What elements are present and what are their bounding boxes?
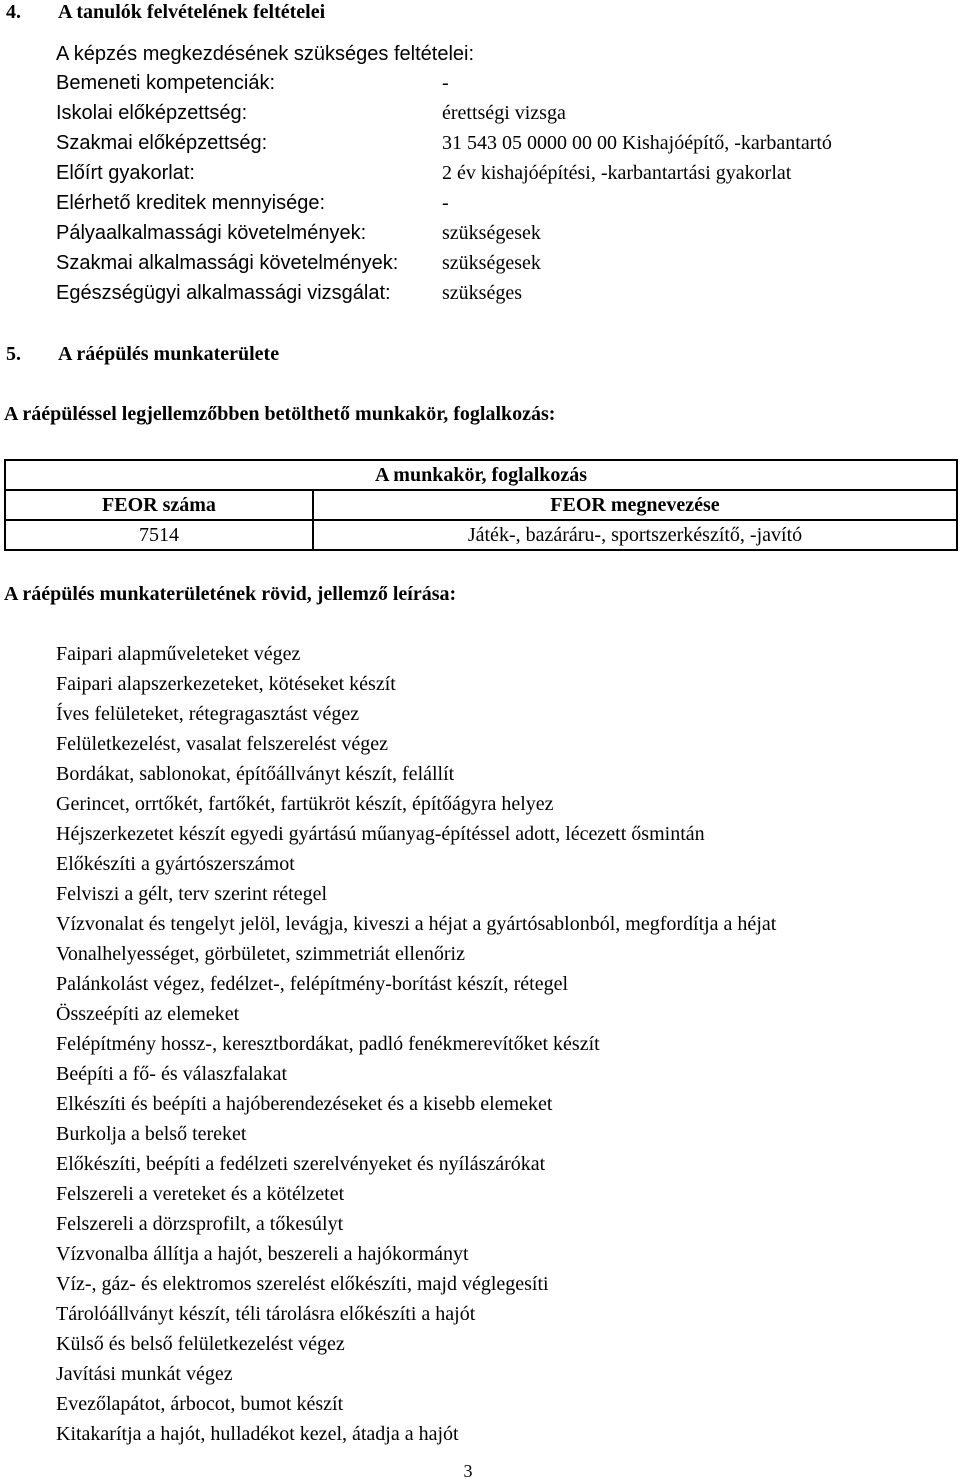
requirement-label: Szakmai alkalmassági követelmények:	[56, 252, 399, 274]
list-item: Bordákat, sablonokat, építőállványt készít, felállít	[56, 763, 455, 785]
table-header-row	[5, 490, 957, 520]
feor-name-header: FEOR megnevezése	[313, 490, 957, 520]
list-item: Előkészíti, beépíti a fedélzeti szerelvényeket és nyílászárókat	[56, 1153, 546, 1175]
table-row	[5, 520, 957, 550]
list-item: Felszereli a dörzsprofilt, a tőkesúlyt	[56, 1213, 344, 1235]
feor-code-header: FEOR száma	[5, 490, 313, 520]
requirement-label: Elérhető kreditek mennyisége:	[56, 192, 326, 214]
table-group-header: A munkakör, foglalkozás	[5, 460, 957, 490]
requirement-value: érettségi vizsga	[442, 102, 566, 124]
list-item: Felviszi a gélt, terv szerint rétegel	[56, 883, 328, 905]
list-item: Előkészíti a gyártószerszámot	[56, 853, 295, 875]
section-4-heading	[6, 0, 325, 24]
section-5-title: A ráépülés munkaterülete	[58, 343, 280, 365]
list-item: Kitakarítja a hajót, hulladékot kezel, átadja a hajót	[56, 1423, 459, 1445]
requirement-value: -	[442, 72, 449, 94]
requirement-label: Bemeneti kompetenciák:	[56, 72, 276, 94]
list-item: Vízvonalba állítja a hajót, beszereli a hajókormányt	[56, 1243, 469, 1265]
page-number: 3	[463, 1461, 473, 1481]
list-item: Burkolja a belső tereket	[56, 1123, 247, 1145]
requirement-label: Iskolai előképzettség:	[56, 102, 248, 124]
list-item: Tárolóállványt készít, téli tárolásra előkészíti a hajót	[56, 1303, 476, 1325]
requirement-row	[56, 158, 936, 188]
list-item: Javítási munkát végez	[56, 1363, 233, 1385]
list-item: Palánkolást végez, fedélzet-, felépítmény-borítást készít, rétegel	[56, 973, 569, 995]
list-item: Héjszerkezetet készít egyedi gyártású műanyag-építéssel adott, lécezett ősmintán	[56, 823, 705, 845]
requirement-value: szükségesek	[442, 222, 541, 244]
requirement-value: szükséges	[442, 282, 522, 304]
requirement-label: Szakmai előképzettség:	[56, 132, 268, 154]
requirement-row	[56, 248, 936, 278]
list-item: Összeépíti az elemeket	[56, 1003, 240, 1025]
table-group-header-row	[5, 460, 957, 490]
requirement-row	[56, 188, 936, 218]
list-item: Evezőlapátot, árbocot, bumot készít	[56, 1393, 344, 1415]
description-heading: A ráépülés munkaterületének rövid, jellemző leírása:	[4, 583, 457, 605]
requirement-label: Előírt gyakorlat:	[56, 162, 195, 184]
list-item: Faipari alapműveleteket végez	[56, 643, 301, 665]
list-item: Faipari alapszerkezeteket, kötéseket készít	[56, 673, 396, 695]
requirement-value: szükségesek	[442, 252, 541, 274]
requirement-value: -	[442, 192, 449, 214]
list-item: Vonalhelyességet, görbületet, szimmetriát ellenőriz	[56, 943, 465, 965]
requirements-intro: A képzés megkezdésének szükséges feltételei:	[56, 43, 475, 65]
requirement-label: Egészségügyi alkalmassági vizsgálat:	[56, 282, 391, 304]
section-4-title: A tanulók felvételének feltételei	[58, 1, 326, 23]
feor-table	[4, 459, 958, 551]
requirement-row	[56, 278, 936, 308]
list-item: Gerincet, orrtőkét, fartőkét, fartükröt készít, építőágyra helyez	[56, 793, 554, 815]
feor-code-cell: 7514	[5, 520, 313, 550]
occupation-subheading: A ráépüléssel legjellemzőbben betölthető munkakör, foglalkozás:	[4, 403, 556, 425]
requirement-row	[56, 98, 936, 128]
list-item: Vízvonalat és tengelyt jelöl, levágja, kiveszi a héjat a gyártósablonból, megfordítja a héjat	[56, 913, 777, 935]
list-item: Íves felületeket, rétegragasztást végez	[56, 703, 360, 725]
list-item: Beépíti a fő- és válaszfalakat	[56, 1063, 287, 1085]
section-5-number: 5.	[6, 343, 21, 365]
list-item: Víz-, gáz- és elektromos szerelést előkészíti, majd véglegesíti	[56, 1273, 549, 1295]
list-item: Felszereli a vereteket és a kötélzetet	[56, 1183, 345, 1205]
list-item: Külső és belső felületkezelést végez	[56, 1333, 345, 1355]
list-item: Felületkezelést, vasalat felszerelést végez	[56, 733, 389, 755]
section-4-number: 4.	[6, 1, 21, 23]
feor-name-cell: Játék-, bazáráru-, sportszerkészítő, -javító	[313, 520, 957, 550]
requirement-row	[56, 128, 936, 158]
section-5-heading	[6, 342, 279, 366]
list-item: Elkészíti és beépíti a hajóberendezéseket és a kisebb elemeket	[56, 1093, 553, 1115]
requirement-label: Pályaalkalmassági követelmények:	[56, 222, 367, 244]
list-item: Felépítmény hossz-, keresztbordákat, padló fenékmerevítőket készít	[56, 1033, 600, 1055]
requirement-value: 31 543 05 0000 00 00 Kishajóépítő, -karbantartó	[442, 132, 832, 154]
requirement-row	[56, 218, 936, 248]
requirement-row	[56, 68, 936, 98]
requirement-value: 2 év kishajóépítési, -karbantartási gyakorlat	[442, 162, 792, 184]
